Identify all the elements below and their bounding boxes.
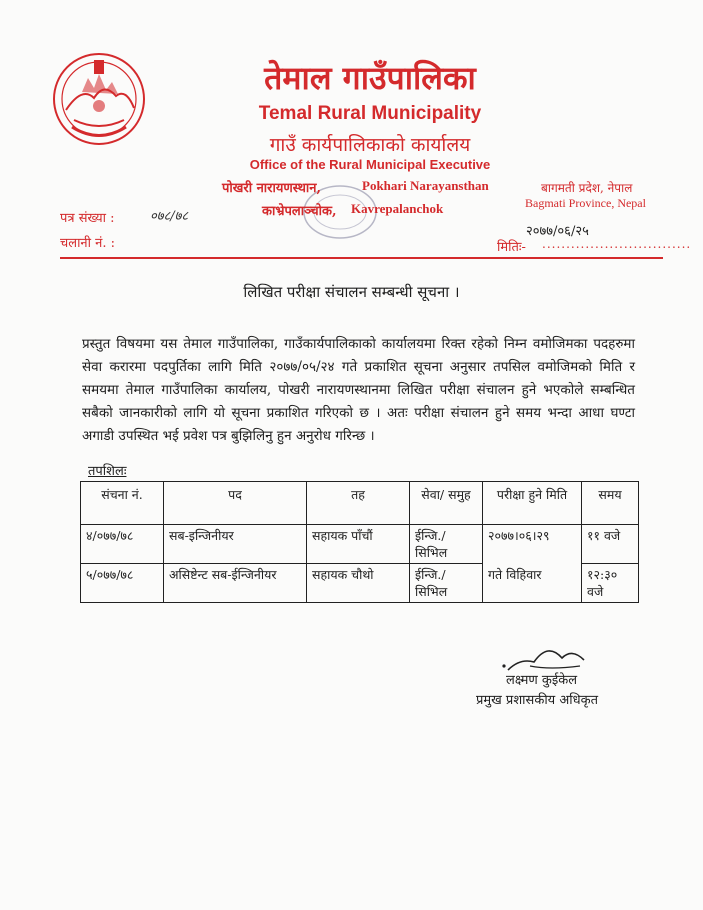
- province-nepali: बागमती प्रदेश, नेपाल: [541, 181, 633, 195]
- cell-service-group: ईन्जि./सिभिल: [410, 564, 483, 603]
- exam-schedule-table: [80, 481, 639, 603]
- cell-level: सहायक पाँचौं: [307, 525, 410, 564]
- municipality-title-nepali: तेमाल गाउँपालिका: [264, 59, 476, 97]
- municipality-title-english: Temal Rural Municipality: [258, 103, 482, 124]
- col-level: तह: [307, 482, 410, 525]
- col-exam-date: परीक्षा हुने मिति: [483, 482, 582, 525]
- col-service-group: सेवा/ समुह: [410, 482, 483, 525]
- cell-notice-no: ५/०७७/७८: [81, 564, 164, 603]
- date-dots: ...............................: [542, 237, 692, 251]
- cell-notice-no: ४/०७७/७८: [81, 525, 164, 564]
- date-value: २०७७/०६/२५: [526, 224, 589, 239]
- header-divider: [60, 257, 663, 259]
- cell-exam-date: गते विहिवार: [483, 564, 582, 603]
- table-row: [81, 525, 639, 564]
- notice-subject: लिखित परीक्षा संचालन सम्बन्धी सूचना ।: [243, 283, 460, 301]
- notice-body: प्रस्तुत विषयमा यस तेमाल गाउँपालिका, गाउँकार्यपालिकाको कार्यालयमा रिक्त रहेको निम्न वमोजिमका पदहरुमा सेवा करारमा पदपुर्तिका लागि मिति २०७७/०५/२४ गते प्रकाशित सूचना अनुसार तपसिल वमोजिमको मिति र समयमा तेमाल गाउँपालिका कार्यालय, पोखरी नारायणस्थानमा लिखित परीक्षा संचालन हुने भएकोले सम्बन्धित सबैको जानकारीको लागि यो सूचना प्रकाशित गरिएको छ । अतः परीक्षा संचालन हुने समय भन्दा आधा घण्टा अगाडी उपस्थित भई प्रवेश पत्र बुझिलिनु हुन अनुरोध गरिन्छ ।: [82, 336, 635, 444]
- cell-post: असिष्टेन्ट सब-ईन्जिनीयर: [164, 564, 307, 603]
- address-line1-nepali: पोखरी नारायणस्थान,: [222, 181, 322, 196]
- cell-time: ११ वजे: [582, 525, 639, 564]
- cell-time: १२:३० वजे: [582, 564, 639, 603]
- signatory-name: लक्ष्मण कुईकेल: [506, 673, 578, 688]
- address-line2-english: Kavrepalanchok: [351, 201, 444, 216]
- cell-service-group: ईन्जि./सिभिल: [410, 525, 483, 564]
- address-line1-english: Pokhari Narayansthan: [362, 178, 489, 193]
- office-name-nepali: गाउँ कार्यपालिकाको कार्यालय: [269, 134, 471, 156]
- col-time: समय: [582, 482, 639, 525]
- letter-number-label: पत्र संख्या :: [60, 211, 115, 226]
- col-post: पद: [164, 482, 307, 525]
- signatory-title: प्रमुख प्रशासकीय अधिकृत: [476, 693, 599, 708]
- table-header-row: [81, 482, 639, 525]
- cell-exam-date: २०७७।०६।२९: [483, 525, 582, 564]
- cell-level: सहायक चौथो: [307, 564, 410, 603]
- address-line2-nepali: काभ्रेपलाञ्चोक,: [262, 204, 337, 219]
- dispatch-number-label: चलानी नं. :: [60, 236, 116, 251]
- details-label: तपशिलः: [88, 464, 127, 479]
- cell-post: सब-इन्जिनीयर: [164, 525, 307, 564]
- nepal-emblem-icon: [52, 52, 146, 146]
- province-english: Bagmati Province, Nepal: [525, 196, 646, 210]
- table-row: [81, 564, 639, 603]
- letter-number-value: ०७८/७८: [150, 209, 189, 224]
- date-label: मितिः-: [497, 240, 526, 255]
- col-notice-no: संचना नं.: [81, 482, 164, 525]
- office-name-english: Office of the Rural Municipal Executive: [249, 157, 491, 172]
